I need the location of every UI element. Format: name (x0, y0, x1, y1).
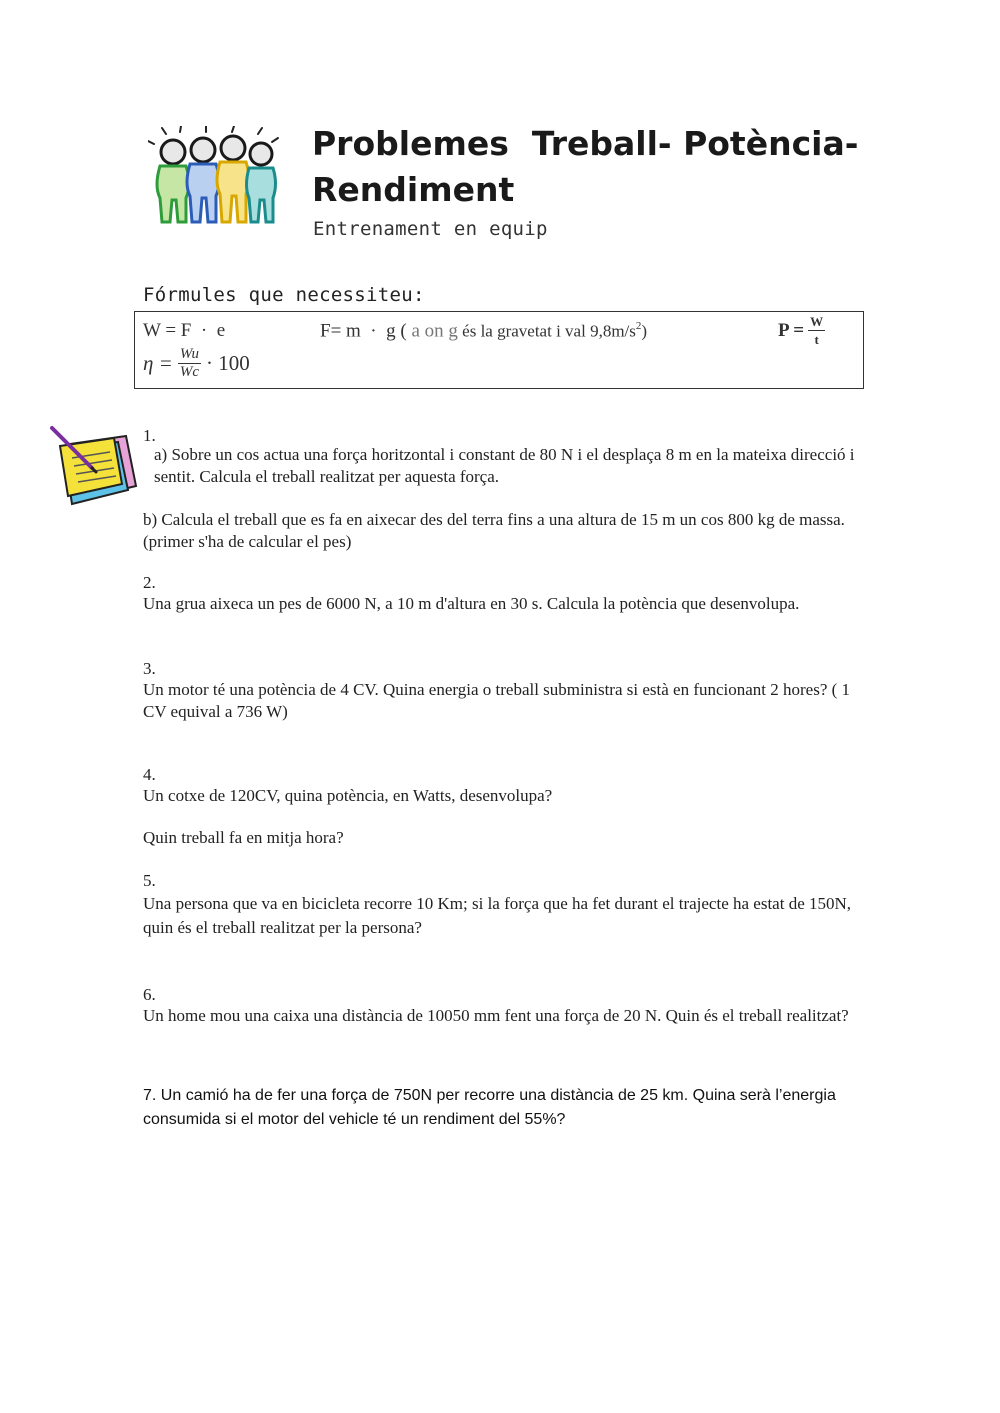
problem-1a-text: a) Sobre un cos actua una força horitzontal i constant de 80 N i el desplaça 8 m en la mateixa direcció i sentit. Calcula el treball realitzat per aquesta força. (154, 445, 855, 486)
problem-4-number: 4. (143, 765, 156, 784)
subtitle: Entrenament en equip (313, 218, 548, 240)
formula-force-a-on-g: a on g (411, 320, 458, 342)
problem-5-number: 5. (143, 871, 156, 890)
formula-force-note: és la gravetat i val 9,8m/s (457, 321, 636, 341)
problem-3-number: 3. (143, 659, 156, 678)
team-clipart (148, 126, 283, 226)
formula-eff-tail: · 100 (206, 351, 250, 375)
problem-2-number: 2. (143, 573, 156, 592)
document-title (312, 121, 872, 213)
formula-power-denominator: t (814, 332, 819, 347)
problem-6-number: 6. (143, 985, 156, 1004)
formula-force-prefix: F= m · g ( (320, 320, 407, 342)
problem-1-number: 1. (143, 426, 156, 445)
problem-6-text: Un home mou una caixa una distància de 10050 mm fent una força de 20 N. Quin és el treball realitzat? (143, 1006, 849, 1025)
formula-force-exponent: 2 (635, 320, 642, 332)
formula-power-numerator: W (810, 314, 824, 329)
problem-1b-text: b) Calcula el treball que es fa en aixecar des del terra fins a una altura de 15 m un cos 800 kg de massa. (primer s'ha de calcular el pes) (143, 510, 845, 551)
formula-efficiency (143, 346, 250, 381)
formulas-heading: Fórmules que necessiteu: (143, 284, 425, 306)
problem-3-text: Un motor té una potència de 4 CV. Quina energia o treball subministra si està en funcionant 2 hores? ( 1 CV equival a 736 W) (143, 680, 851, 721)
formula-work: W = F · e (143, 320, 226, 341)
formula-force-close: ) (641, 321, 648, 341)
formula-power-fraction (808, 313, 825, 348)
formula-eff-denominator: Wc (179, 364, 199, 380)
problem-5-text: Una persona que va en bicicleta recorre 10 Km; si la força que ha fet durant el trajecte ha estat de 150N, quin és el treball realitzat per la persona? (143, 894, 852, 937)
problem-4-text: Un cotxe de 120CV, quina potència, en Watts, desenvolupa? (143, 786, 553, 805)
problem-2-text: Una grua aixeca un pes de 6000 N, a 10 m d'altura en 30 s. Calcula la potència que desenvolupa. (143, 594, 800, 613)
problem-4-text-2: Quin treball fa en mitja hora? (143, 828, 344, 847)
title-line-2: Rendiment (312, 170, 515, 209)
formula-power (778, 313, 825, 348)
formula-eff-fraction (178, 346, 201, 381)
problem-7-text: 7. Un camió ha de fer una força de 750N per recorre una distància de 25 km. Quina serà l’energia consumida si el motor del vehicle té un rendiment del 55%? (143, 1087, 836, 1128)
title-line-1: Problemes Treball- Potència- (312, 124, 859, 163)
formula-eff-lhs: η = (143, 351, 173, 375)
formula-eff-numerator: Wu (179, 346, 200, 362)
formula-force (320, 320, 647, 342)
formula-power-lhs: P = (778, 319, 805, 341)
notepad-clipart (48, 424, 140, 508)
